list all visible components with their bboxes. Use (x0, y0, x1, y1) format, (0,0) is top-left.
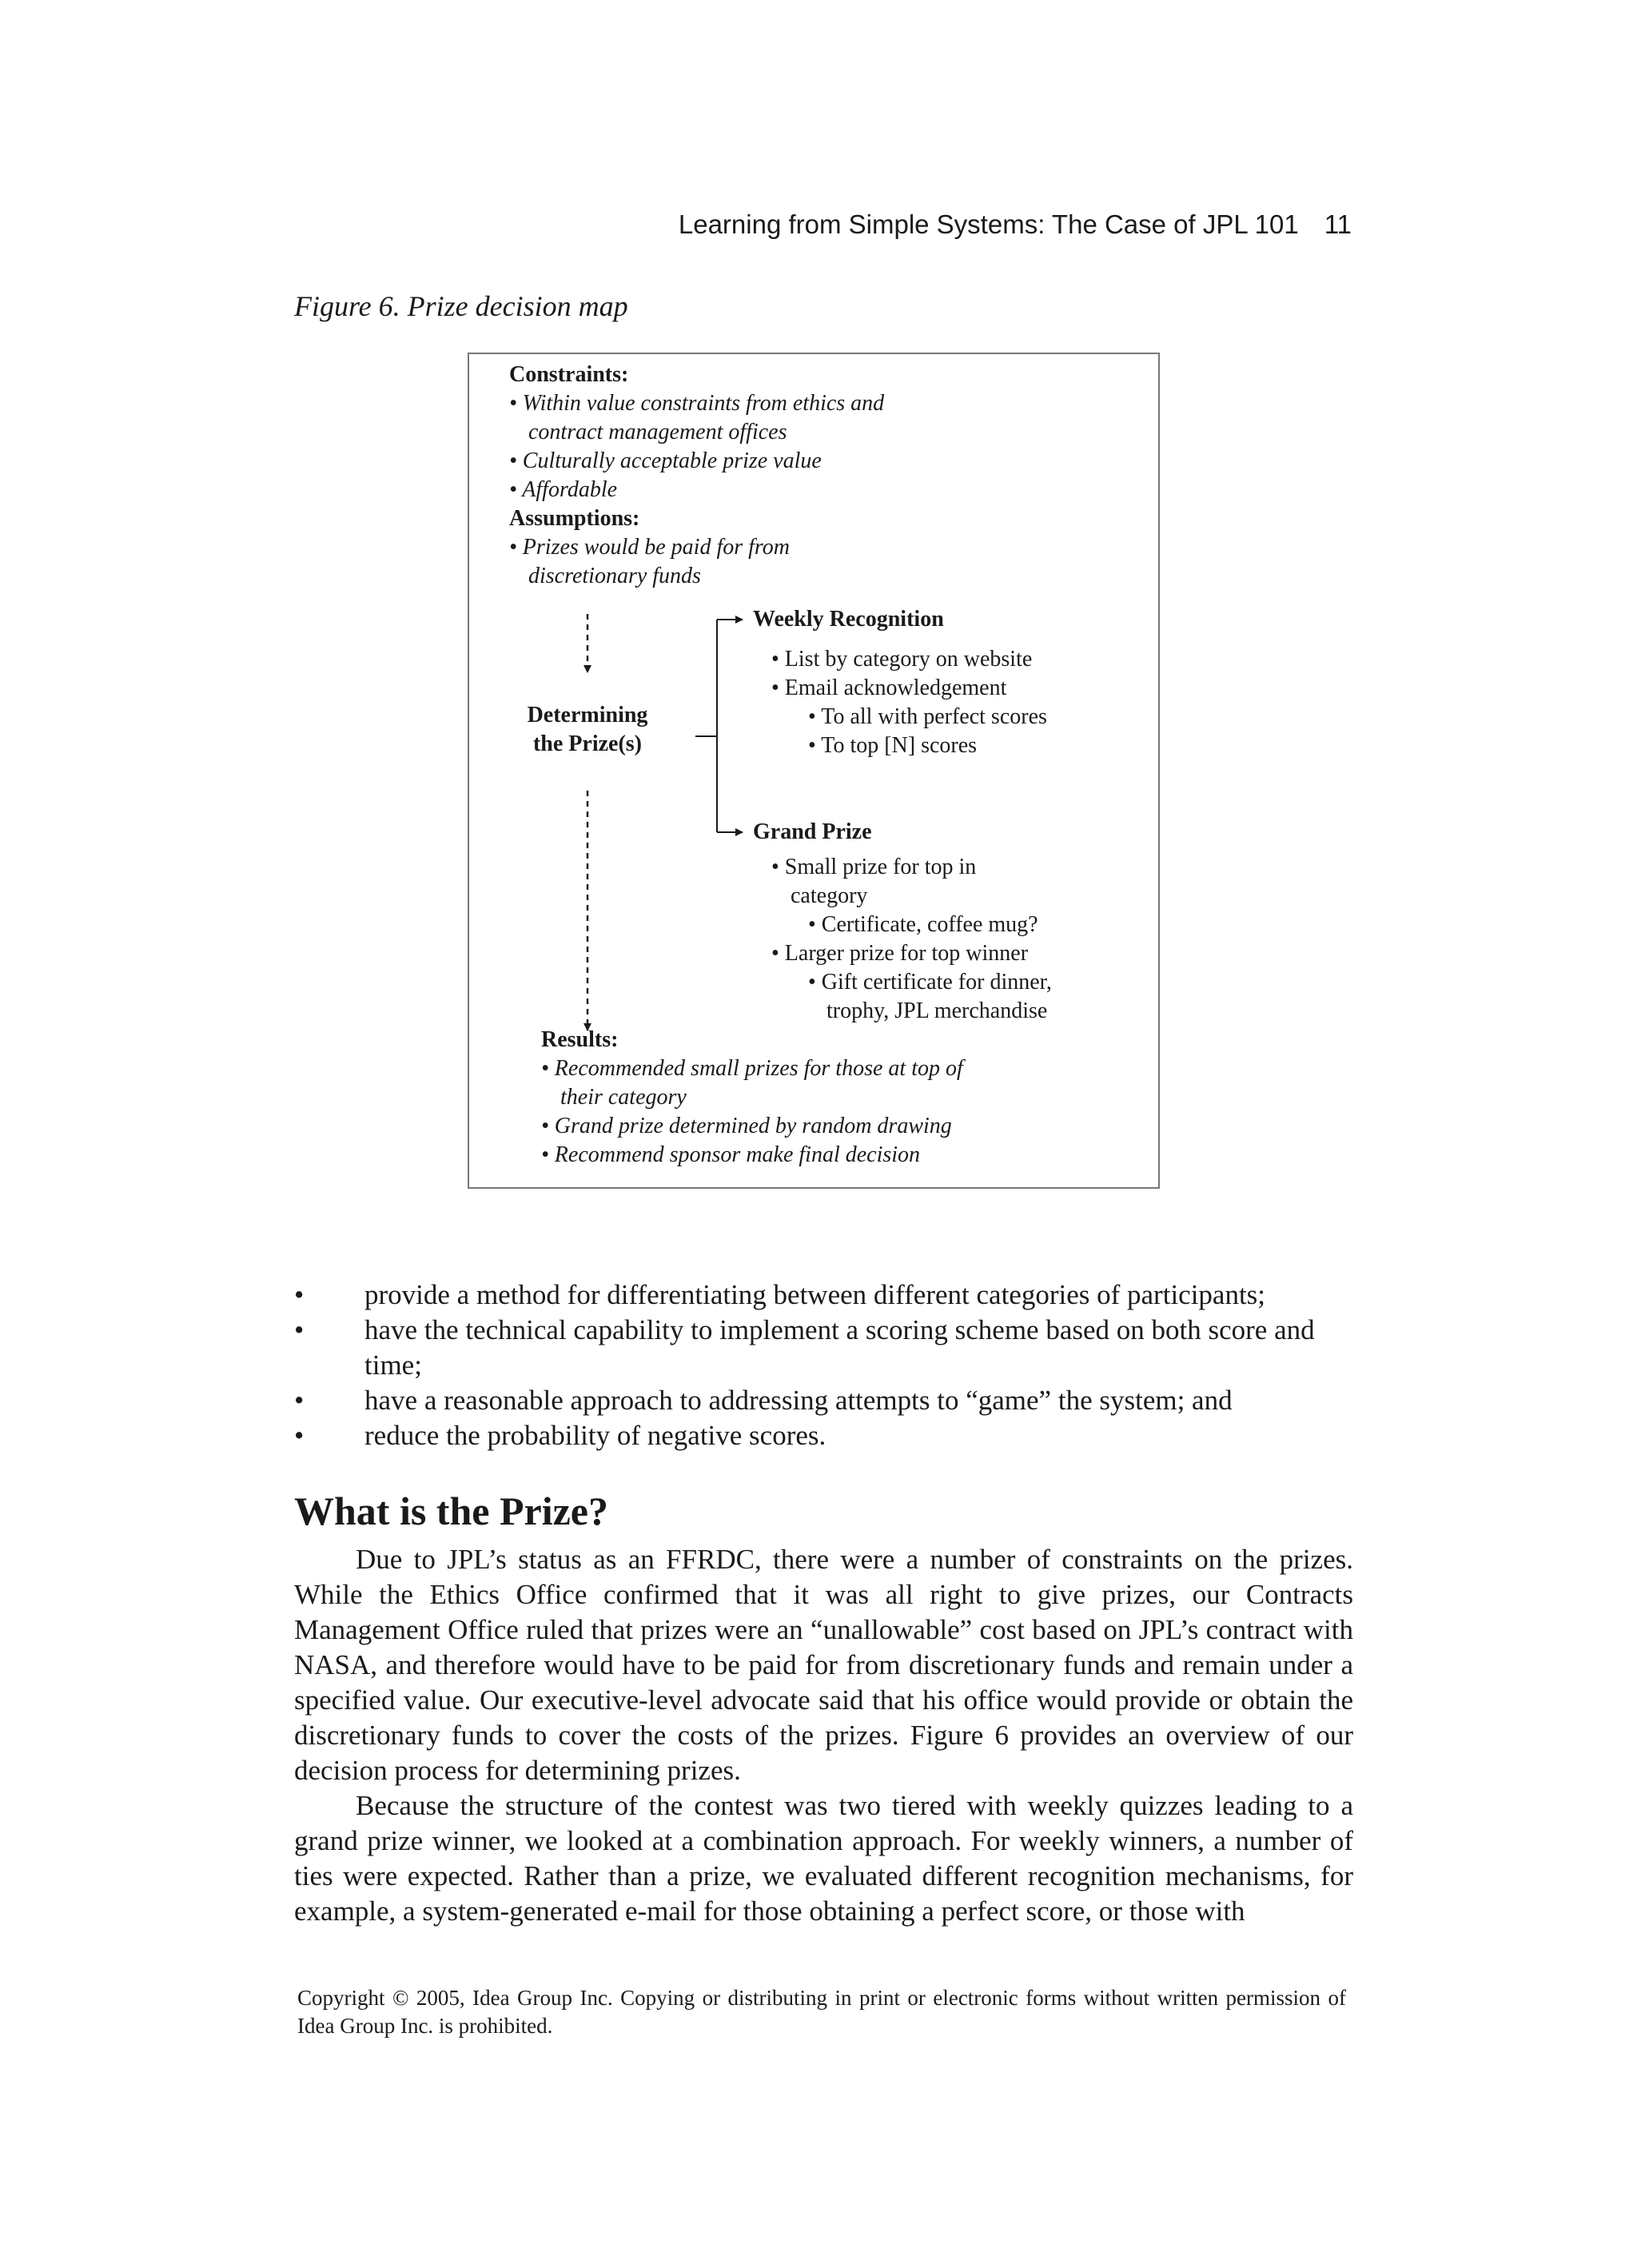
constraint-item: contract management offices (528, 420, 787, 444)
section-heading: What is the Prize? (294, 1489, 608, 1533)
bullet-list (294, 1277, 1353, 1453)
results-heading: Results: (541, 1027, 619, 1052)
figure-caption: Figure 6. Prize decision map (294, 290, 628, 322)
results-item: their category (560, 1085, 687, 1110)
copyright-notice: Copyright © 2005, Idea Group Inc. Copying or distributing in print or electronic forms without written permission of Idea Group Inc. is prohibited. (297, 1986, 1346, 2038)
weekly-item: • Email acknowledgement (771, 676, 1007, 700)
grand-prize-heading: Grand Prize (753, 819, 872, 844)
results-item: • Recommend sponsor make final decision (541, 1142, 921, 1167)
decision-node-line1: Determining (527, 703, 648, 727)
list-item-text: have a reasonable approach to addressing attempts to “game” the system; and (364, 1385, 1233, 1416)
grand-subitem: • Certificate, coffee mug? (808, 912, 1038, 937)
assumption-item: discretionary funds (528, 564, 701, 588)
list-item-text: reduce the probability of negative scores. (364, 1420, 826, 1451)
bullet-symbol: • (294, 1314, 305, 1345)
weekly-subitem: • To all with perfect scores (808, 704, 1047, 729)
prize-decision-map (468, 353, 1160, 1189)
grand-item: • Small prize for top in (771, 855, 977, 879)
constraint-item: • Within value constraints from ethics and (509, 391, 885, 416)
bullet-symbol: • (294, 1420, 305, 1451)
weekly-subitem: • To top [N] scores (808, 733, 978, 758)
running-header (679, 209, 1352, 240)
assumption-item: • Prizes would be paid for from (509, 535, 790, 560)
bullet-symbol: • (294, 1279, 305, 1310)
grand-subitem: • Gift certificate for dinner, (808, 970, 1052, 994)
section-body (294, 1542, 1353, 1929)
constraint-item: • Culturally acceptable prize value (509, 448, 822, 473)
list-item (294, 1418, 1353, 1453)
constraints-heading: Constraints: (509, 362, 629, 387)
results-item: • Grand prize determined by random drawing (541, 1114, 952, 1138)
list-item (294, 1383, 1353, 1418)
bullet-symbol: • (294, 1385, 305, 1416)
decision-node-line2: the Prize(s) (532, 731, 643, 756)
list-item (294, 1313, 1353, 1383)
paragraph: Because the structure of the contest was two tiered with weekly quizzes leading to a grand prize winner, we looked at a combination approach. For weekly winners, a number of ties were expected. Rather than a prize, we evaluated different recognition mechanisms, for example, a system-generated e-mail for those obtaining a perfect score, or those with (294, 1790, 1353, 1927)
assumptions-heading: Assumptions: (509, 506, 640, 531)
constraint-item: • Affordable (509, 477, 618, 502)
running-title: Learning from Simple Systems: The Case of JPL 101 (678, 209, 1299, 239)
list-item-text: have the technical capability to implement a scoring scheme based on both score and time; (364, 1314, 1315, 1381)
weekly-recognition-heading: Weekly Recognition (753, 607, 944, 632)
grand-item: category (791, 883, 868, 908)
grand-subitem: trophy, JPL merchandise (826, 998, 1048, 1023)
grand-item: • Larger prize for top winner (771, 941, 1029, 966)
page-number: 11 (1324, 209, 1352, 239)
paragraph: Due to JPL’s status as an FFRDC, there were a number of constraints on the prizes. While the Ethics Office confirmed that it was all right to give prizes, our Contracts Management Office ruled that prizes were an “unallowable” cost based on JPL’s contract with NASA, and therefore would have to be paid for from discretionary funds and remain under a specified value. Our executive-level advocate said that his office would provide or obtain the discretionary funds to cover the costs of the prizes. Figure 6 provides an overview of our decision process for determining prizes. (294, 1544, 1353, 1786)
list-item-text: provide a method for differentiating between different categories of participants; (364, 1279, 1266, 1310)
list-item (294, 1277, 1353, 1313)
weekly-item: • List by category on website (771, 647, 1033, 672)
results-item: • Recommended small prizes for those at top of (541, 1056, 963, 1081)
